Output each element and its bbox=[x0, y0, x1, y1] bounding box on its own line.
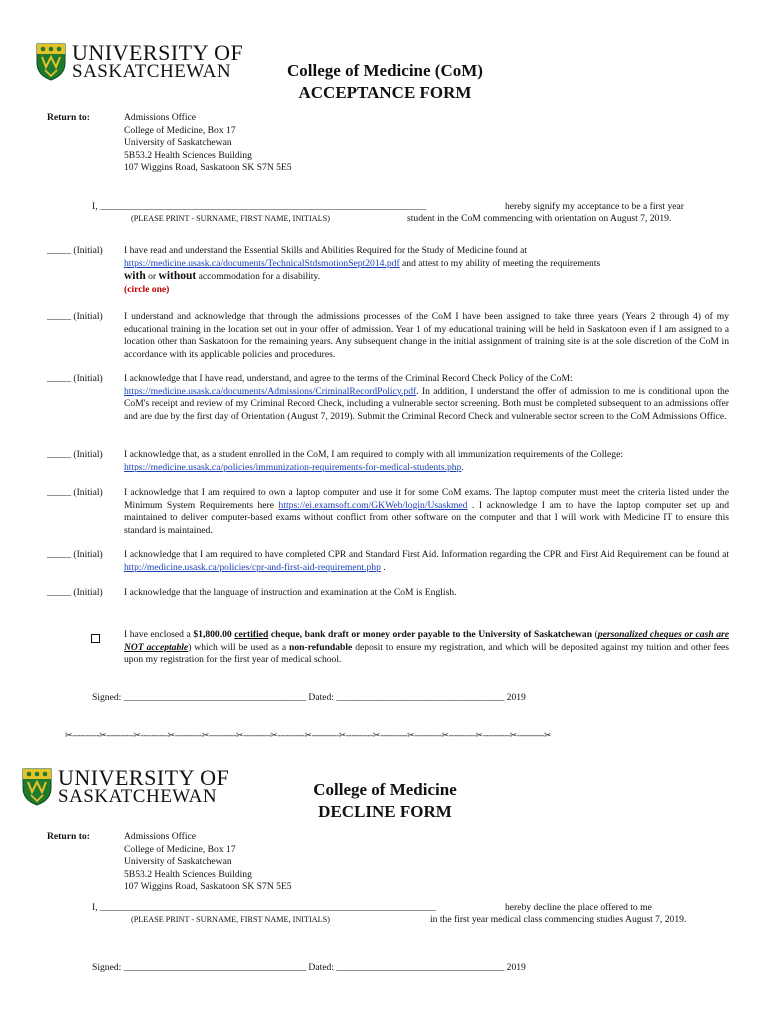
without-option[interactable]: without bbox=[158, 270, 197, 282]
item-text: . bbox=[461, 461, 464, 473]
university-crest-icon bbox=[36, 43, 66, 81]
with-option[interactable]: with bbox=[124, 270, 146, 282]
address-line: Admissions Office bbox=[124, 112, 197, 123]
technical-standards-link[interactable]: https://medicine.usask.ca/documents/TechnicalStdsmotionSept2014.pdf bbox=[124, 257, 400, 269]
paren: ( bbox=[592, 629, 598, 640]
decline-statement-1: hereby decline the place offered to me bbox=[505, 902, 652, 913]
deposit-checkbox[interactable] bbox=[91, 630, 100, 648]
return-to-label: Return to: bbox=[47, 112, 90, 123]
item-criminal-record bbox=[124, 373, 729, 423]
initial-field-6[interactable]: _____ (Initial) bbox=[47, 549, 103, 560]
item-text: . bbox=[380, 561, 386, 573]
item-immunization bbox=[124, 449, 729, 474]
logo-line-2: SASKATCHEWAN bbox=[72, 61, 232, 82]
initial-field-3[interactable]: _____ (Initial) bbox=[47, 373, 103, 384]
address-line: 107 Wiggins Road, Saskatoon SK S7N 5E5 bbox=[124, 162, 292, 173]
non-refundable-text: non-refundable bbox=[289, 641, 353, 653]
logo-line-1: UNIVERSITY OF bbox=[72, 40, 244, 65]
criminal-record-policy-link[interactable]: https://medicine.usask.ca/documents/Admissions/CriminalRecordPolicy.pdf bbox=[124, 385, 417, 397]
address-line: 107 Wiggins Road, Saskatoon SK S7N 5E5 bbox=[124, 881, 292, 892]
immunization-link[interactable]: https://medicine.usask.ca/policies/immunization-requirements-for-medical-students.php bbox=[124, 461, 462, 473]
cpr-link[interactable]: http://medicine.usask.ca/policies/cpr-and-first-aid-requirement.php bbox=[124, 561, 381, 573]
item-text: I acknowledge that I am required to own a laptop computer and use it for some CoM exams. The laptop computer must meet the criteria listed under the Minimum System Requirements here bbox=[124, 487, 729, 511]
initial-field-1[interactable]: _____ (Initial) bbox=[47, 245, 103, 256]
item-text: . I acknowledge I am to have the laptop computer set up and maintained to deliver computer-based exams without conflict from other software on the computer and that I will work with Medicine IT to ensure this standard is maintained. bbox=[124, 499, 729, 536]
decline-name-field[interactable]: I, ______________________________________________________________________ bbox=[92, 902, 436, 913]
deposit-text: I have enclosed a bbox=[124, 629, 194, 640]
or-text: or bbox=[145, 271, 159, 282]
address-line: University of Saskatchewan bbox=[124, 137, 232, 148]
address-line: College of Medicine, Box 17 bbox=[124, 124, 236, 136]
deposit-amount: $1,800.00 bbox=[193, 629, 232, 640]
acceptance-title-line2: ACCEPTANCE FORM bbox=[298, 83, 472, 102]
item-text: I acknowledge that I have read, understand, and agree to the terms of the Criminal Record Check Policy of the CoM: bbox=[124, 373, 573, 384]
university-logo bbox=[36, 42, 243, 81]
item-text: I acknowledge that I am required to have completed CPR and Standard First Aid. Information regarding the CPR and First Aid Requirement can be found at bbox=[124, 549, 729, 560]
initial-field-4[interactable]: _____ (Initial) bbox=[47, 449, 103, 460]
decline-title-line2: DECLINE FORM bbox=[318, 802, 452, 821]
item-language: I acknowledge that the language of instruction and examination at the CoM is English. bbox=[124, 587, 457, 598]
deposit-text: which will be used as a bbox=[191, 641, 290, 653]
item-text: . In addition, I understand the offer of admission to me is conditional upon the CoM's receipt and review of my Criminal Record Check, including a vulnerable sector screening. Both must be completed subsequent to an admissions offer and are due by the first day of Orientation (August 7, 2019). Submit the Criminal Record Check and vulnerable sector screen to the CoM Admissions Office. bbox=[124, 385, 729, 422]
item-text: and attest to my ability of meeting the requirements bbox=[399, 257, 601, 269]
item-text: I have read and understand the Essential Skills and Abilities Required for the Study of Medicine found at bbox=[124, 245, 528, 256]
paren: ) bbox=[188, 641, 192, 653]
acceptance-title-line1: College of Medicine (CoM) bbox=[287, 61, 483, 80]
logo-line-2: SASKATCHEWAN bbox=[58, 786, 218, 807]
not-acceptable-note: personalized cheques or cash are NOT acceptable bbox=[124, 629, 729, 653]
logo-line-1: UNIVERSITY OF bbox=[58, 765, 230, 790]
deposit-text: deposit to ensure my registration, and which will be deposited against my tuition and other fees upon my registration for the first year of medical school. bbox=[124, 641, 729, 665]
initial-field-7[interactable]: _____ (Initial) bbox=[47, 587, 103, 598]
decline-statement-2: in the first year medical class commencing studies August 7, 2019. bbox=[430, 914, 687, 925]
item-text: accommodation for a disability. bbox=[196, 271, 321, 282]
address-line: College of Medicine, Box 17 bbox=[124, 843, 236, 855]
acceptance-statement-2: student in the CoM commencing with orientation on August 7, 2019. bbox=[407, 213, 672, 224]
return-address bbox=[124, 112, 292, 175]
decline-signature-line[interactable]: Signed: ______________________________________ Dated: ___________________________________ 2019 bbox=[92, 962, 526, 973]
decline-return-address bbox=[124, 831, 292, 894]
decline-name-hint: (PLEASE PRINT - SURNAME, FIRST NAME, INITIALS) bbox=[131, 915, 330, 924]
acceptance-name-hint: (PLEASE PRINT - SURNAME, FIRST NAME, INITIALS) bbox=[131, 214, 330, 223]
examsoft-link[interactable]: https://ei.examsoft.com/GKWeb/login/Usaskmed bbox=[278, 499, 468, 511]
cut-line: ✂----------✂----------✂----------✂----------✂----------✂----------✂----------✂----------✂----------✂----------✂----------✂----------✂----------✂----------✂ bbox=[65, 730, 552, 740]
acceptance-name-field[interactable]: I, ____________________________________________________________________ bbox=[92, 201, 427, 212]
university-logo-decline bbox=[22, 767, 229, 806]
decline-title-line1: College of Medicine bbox=[313, 780, 457, 799]
item-text: I acknowledge that, as a student enrolled in the CoM, I am required to comply with all immunization requirements of the College: bbox=[124, 449, 624, 460]
item-training-location: I understand and acknowledge that through the admissions processes of the CoM I have been assigned to take three years (Years 2 through 4) of my educational training in the location set out in your offer of admission. Year 1 of my educational training will be held in Saskatoon even if I am assigned to a location other than Saskatoon for the remaining years. Any subsequent change in the initial assignment of training site is at the sole discretion of the CoM in accordance with its applicable policies and procedures. bbox=[124, 311, 729, 360]
item-laptop bbox=[124, 487, 729, 537]
acceptance-signature-line[interactable]: Signed: ______________________________________ Dated: ___________________________________ 2019 bbox=[92, 692, 526, 703]
acceptance-title bbox=[260, 60, 510, 104]
address-line: Admissions Office bbox=[124, 831, 197, 842]
item-cpr bbox=[124, 549, 729, 574]
initial-field-2[interactable]: _____ (Initial) bbox=[47, 311, 103, 322]
decline-title bbox=[275, 779, 495, 823]
deposit-payee: cheque, bank draft or money order payable to the University of Saskatchewan bbox=[268, 629, 593, 640]
deposit-statement bbox=[124, 629, 729, 667]
address-line: 5B53.2 Health Sciences Building bbox=[124, 149, 252, 161]
address-line: 5B53.2 Health Sciences Building bbox=[124, 868, 252, 880]
circle-one-note: (circle one) bbox=[124, 283, 170, 295]
acceptance-statement-1: hereby signify my acceptance to be a first year bbox=[505, 201, 685, 212]
item-essential-skills bbox=[124, 245, 729, 296]
certified-text: certified bbox=[234, 629, 269, 640]
university-crest-icon bbox=[22, 768, 52, 806]
address-line: University of Saskatchewan bbox=[124, 856, 232, 867]
decline-return-to-label: Return to: bbox=[47, 831, 90, 842]
initial-field-5[interactable]: _____ (Initial) bbox=[47, 487, 103, 498]
